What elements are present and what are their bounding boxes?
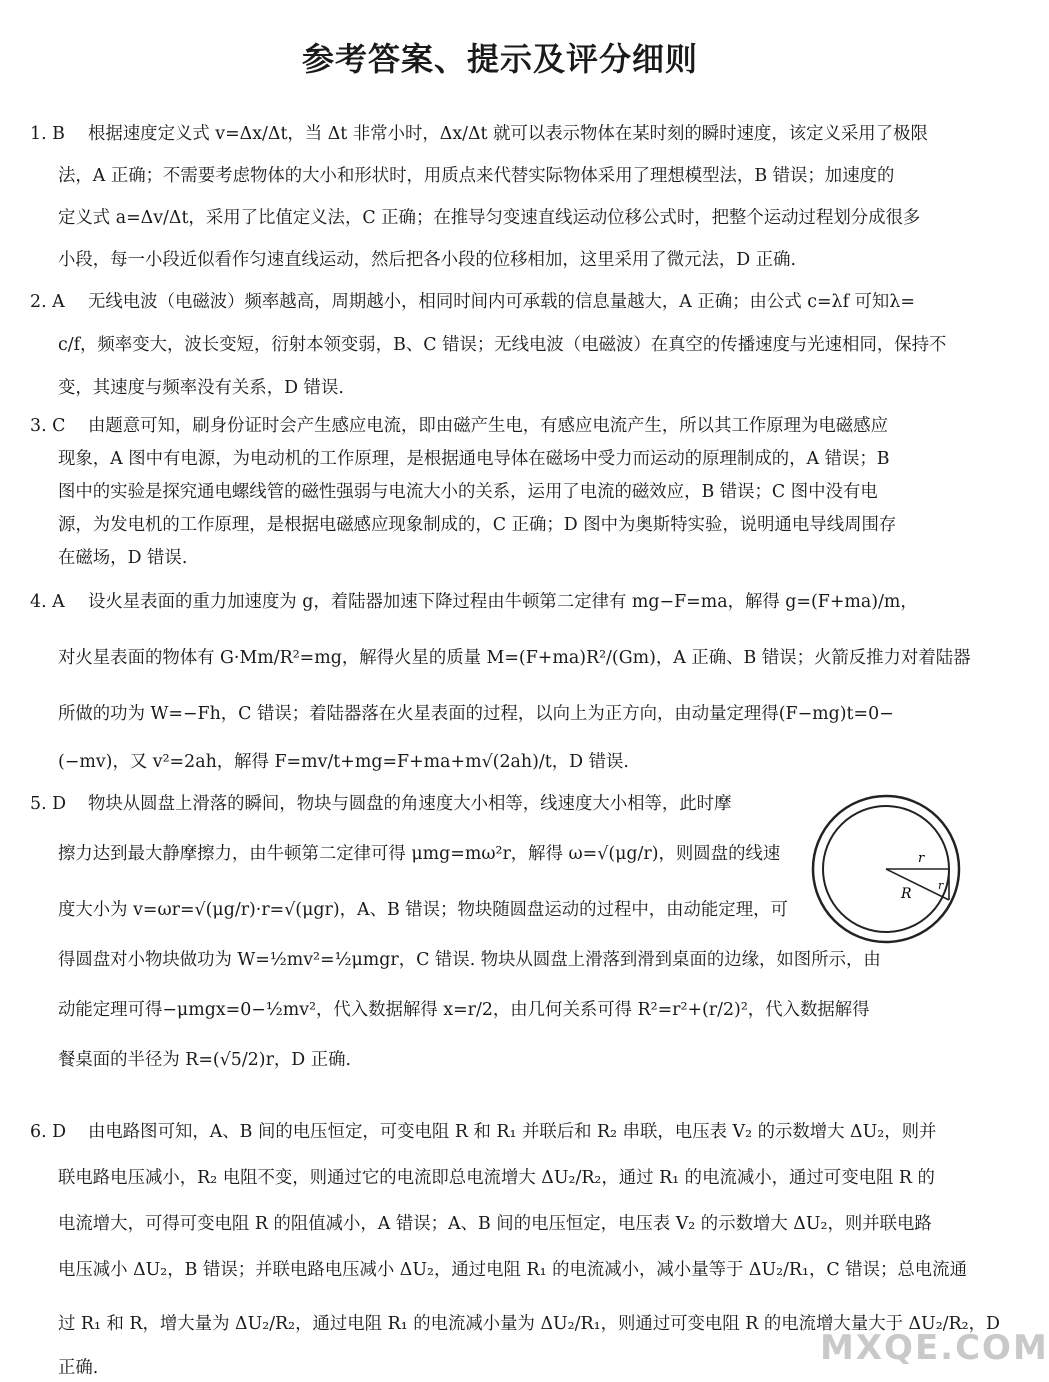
answer-line: 餐桌面的半径为 R=(√5/2)r，D 正确. (58, 1050, 352, 1070)
answer-line: 擦力达到最大静摩擦力，由牛顿第二定律可得 μmg=mω²r，解得 ω=√(μg/r)，则圆盘的线速 (58, 844, 781, 864)
answer-number: 1. B (30, 124, 65, 144)
answer-line: 动能定理可得−μmgx=0−½mv²，代入数据解得 x=r/2，由几何关系可得 R²=r²+(r/2)²，代入数据解得 (58, 1000, 870, 1020)
answer-line: 小段，每一小段近似看作匀速直线运动，然后把各小段的位移相加，这里采用了微元法，D 正确. (58, 250, 797, 270)
page-title: 参考答案、提示及评分细则 (301, 40, 698, 78)
watermark: MXQE.COM (820, 1328, 1049, 1368)
answer-line: 5. D 物块从圆盘上滑落的瞬间，物块与圆盘的角速度大小相等，线速度大小相等，此时摩 (30, 794, 732, 814)
answer-line: 3. C 由题意可知，刷身份证时会产生感应电流，即由磁产生电，有感应电流产生，所以其工作原理为电磁感应 (30, 416, 888, 436)
answer-item-1 (30, 124, 970, 270)
answer-number: 2. A (30, 292, 65, 312)
answer-number: 4. A (30, 592, 65, 612)
answer-line: 图中的实验是探究通电螺线管的磁性强弱与电流大小的关系，运用了电流的磁效应，B 错误；C 图中没有电 (58, 482, 878, 502)
answer-line: (−mv)，又 v²=2ah，解得 F=mv/t+mg=F+ma+m√(2ah)/t，D 错误. (58, 752, 629, 772)
answer-item-2 (30, 292, 970, 398)
answer-number: 3. C (30, 416, 66, 436)
answer-line: 度大小为 v=ωr=√(μg/r)·r=√(μgr)，A、B 错误；物块随圆盘运动的过程中，由动能定理，可 (58, 900, 788, 920)
answer-line: 电流增大，可得可变电阻 R 的阻值减小，A 错误；A、B 间的电压恒定，电压表 V₂ 的示数增大 ΔU₂，则并联电路 (58, 1214, 932, 1234)
answer-number: 5. D (30, 794, 67, 814)
answer-item-4 (30, 592, 970, 772)
answer-line: 变，其速度与频率没有关系，D 错误. (58, 378, 344, 398)
answer-line: 正确. (58, 1358, 99, 1378)
answer-number: 6. D (30, 1122, 67, 1142)
answer-line: 1. B 根据速度定义式 v=Δx/Δt，当 Δt 非常小时，Δx/Δt 就可以表示物体在某时刻的瞬时速度，该定义采用了极限 (30, 124, 928, 144)
answer-line: 4. A 设火星表面的重力加速度为 g，着陆器加速下降过程由牛顿第二定律有 mg−F=ma，解得 g=(F+ma)/m， (30, 592, 918, 612)
answer-line: 联电路电压减小，R₂ 电阻不变，则通过它的电流即总电流增大 ΔU₂/R₂，通过 R₁ 的电流减小，通过可变电阻 R 的 (58, 1168, 935, 1188)
answer-line: 得圆盘对小物块做功为 W=½mv²=½μmgr，C 错误. 物块从圆盘上滑落到滑到桌面的边缘，如图所示，由 (58, 950, 881, 970)
answer-line: 电压减小 ΔU₂，B 错误；并联电路电压减小 ΔU₂，通过电阻 R₁ 的电流减小，减小量等于 ΔU₂/R₁，C 错误；总电流通 (58, 1260, 967, 1280)
answer-line: 对火星表面的物体有 G·Mm/R²=mg，解得火星的质量 M=(F+ma)R²/(Gm)，A 正确、B 错误；火箭反推力对着陆器 (58, 648, 971, 668)
answer-line: 2. A 无线电波（电磁波）频率越高，周期越小，相同时间内可承载的信息量越大，A 正确；由公式 c=λf 可知λ= (30, 292, 915, 312)
answer-line: 所做的功为 W=−Fh，C 错误；着陆器落在火星表面的过程，以向上为正方向，由动量定理得(F−mg)t=0− (58, 704, 894, 724)
answer-line: 现象，A 图中有电源，为电动机的工作原理，是根据通电导体在磁场中受力而运动的原理制成的，A 错误；B (58, 449, 890, 469)
answer-line: 源，为发电机的工作原理，是根据电磁感应现象制成的，C 正确；D 图中为奥斯特实验，说明通电导线周围存 (58, 515, 897, 535)
answer-line: 6. D 由电路图可知，A、B 间的电压恒定，可变电阻 R 和 R₁ 并联后和 R₂ 串联，电压表 V₂ 的示数增大 ΔU₂，则并 (30, 1122, 937, 1142)
answer-line: c/f，频率变大，波长变短，衍射本领变弱，B、C 错误；无线电波（电磁波）在真空的传播速度与光速相同，保持不 (58, 335, 947, 355)
answer-line: 在磁场，D 错误. (58, 548, 188, 568)
label-R: R (901, 886, 912, 902)
answer-line: 法，A 正确；不需要考虑物体的大小和形状时，用质点来代替实际物体采用了理想模型法，B 错误；加速度的 (58, 166, 895, 186)
answer-line: 过 R₁ 和 R，增大量为 ΔU₂/R₂，通过电阻 R₁ 的电流减小量为 ΔU₂/R₁，则通过可变电阻 R 的电流增大量大于 ΔU₂/R₂，D (58, 1314, 1000, 1334)
answer-item-3 (30, 416, 970, 568)
label-r-half: r (938, 879, 944, 892)
answer-line: 定义式 a=Δv/Δt，采用了比值定义法，C 正确；在推导匀变速直线运动位移公式时，把整个运动过程划分成很多 (58, 208, 921, 228)
label-r-radius: r (918, 851, 925, 866)
disc-diagram (812, 792, 972, 952)
